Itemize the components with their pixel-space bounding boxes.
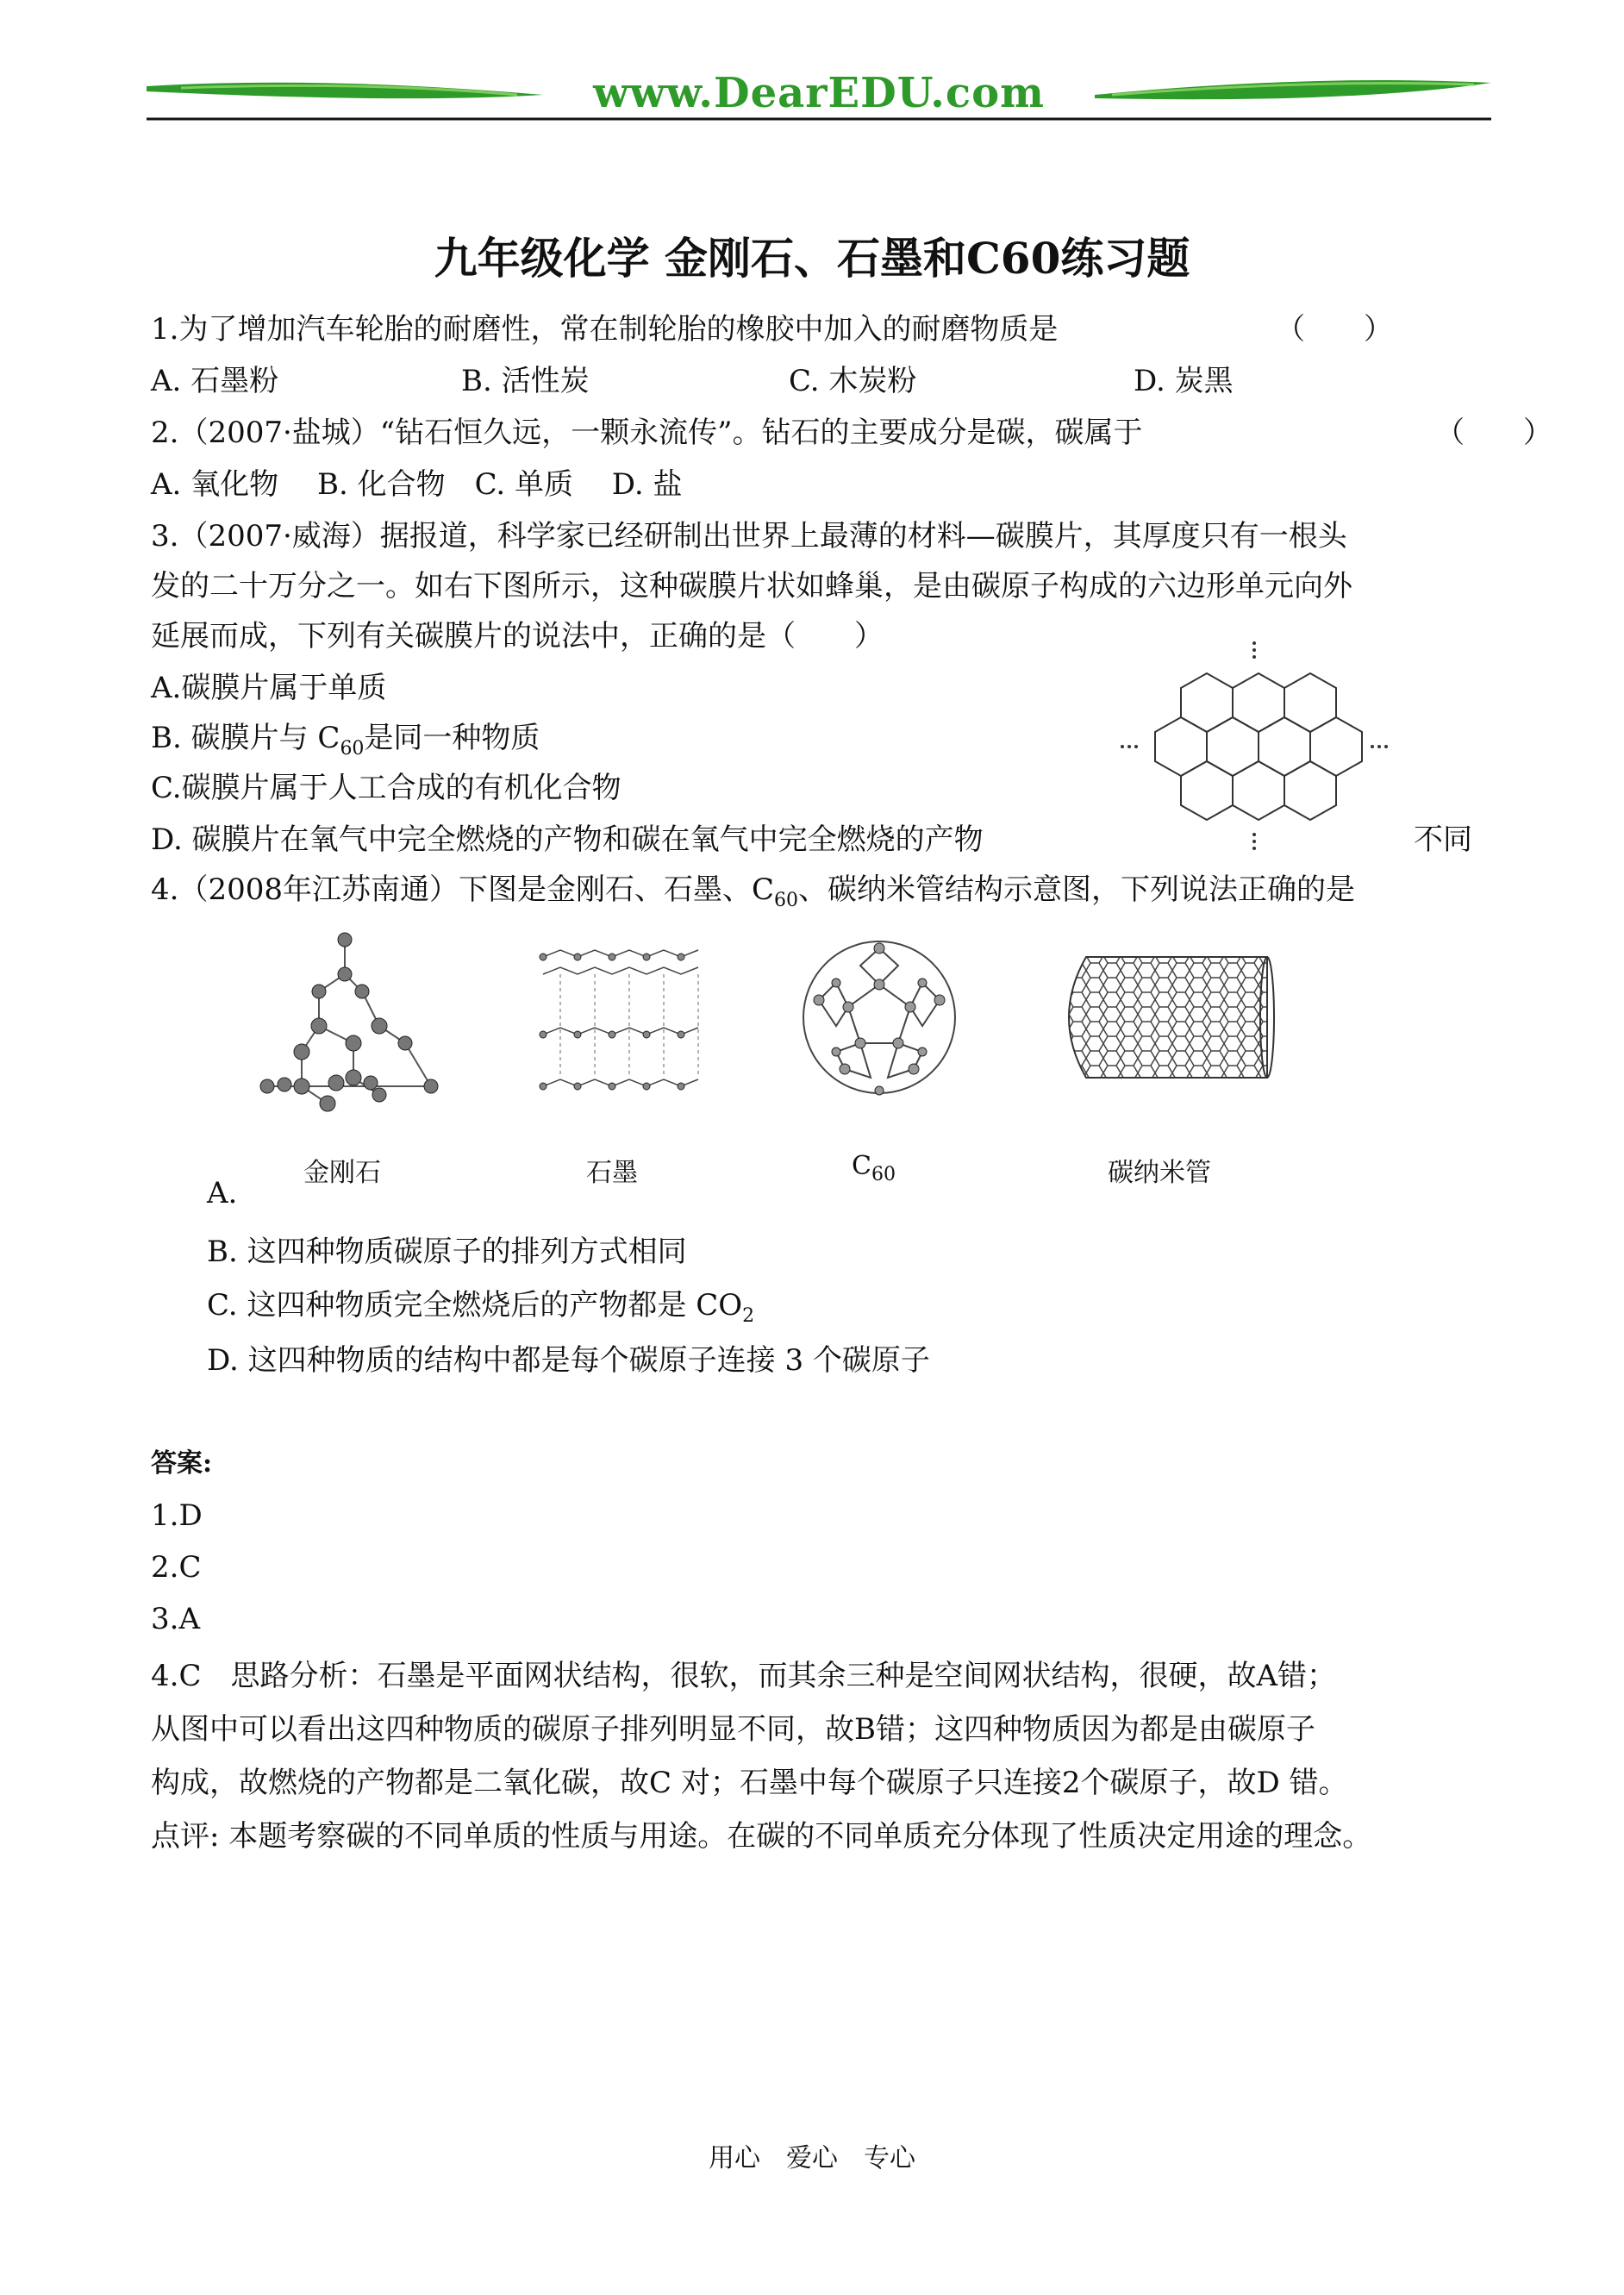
q4-option-c xyxy=(207,1286,754,1335)
answer-4-line1: 4.C 思路分析：石墨是平面网状结构，很软，而其余三种是空间网状结构，很硬，故A错； xyxy=(151,1659,1337,1693)
q4-stem xyxy=(151,871,1355,920)
caption-nanotube: 碳纳米管 xyxy=(1108,1158,1211,1188)
answer-3: 3.A xyxy=(151,1602,200,1636)
q4-option-c-sub: 2 xyxy=(742,1304,755,1327)
c60-structure-figure xyxy=(793,931,965,1104)
answer-1: 1.D xyxy=(151,1498,203,1533)
q4-option-c-pre: C. 这四种物质完全燃烧后的产物都是 CO xyxy=(207,1288,743,1323)
q2-stem: 2.（2007·盐城）“钻石恒久远，一颗永流传”。钻石的主要成分是碳，碳属于 xyxy=(151,416,1143,450)
q2-paren: （ ） xyxy=(1435,416,1552,450)
q1-option-d: D. 炭黑 xyxy=(1134,364,1234,398)
q4-stem-post: 、碳纳米管结构示意图，下列说法正确的是 xyxy=(797,872,1355,907)
q3-option-c: C.碳膜片属于人工合成的有机化合物 xyxy=(151,771,621,805)
caption-c60 xyxy=(852,1151,896,1185)
q3-option-d: D. 碳膜片在氧气中完全燃烧的产物和碳在氧气中完全燃烧的产物 xyxy=(151,822,984,857)
q1-option-a: A. 石墨粉 xyxy=(151,364,279,398)
q1-paren: （ ） xyxy=(1276,312,1393,347)
page-footer: 用心 爱心 专心 xyxy=(709,2143,915,2173)
page-title: 九年级化学 金刚石、石墨和C60练习题 xyxy=(434,233,1190,284)
caption-c60-sub: 60 xyxy=(871,1164,896,1185)
q3-option-a: A.碳膜片属于单质 xyxy=(151,671,387,705)
q4-option-b: B. 这四种物质碳原子的排列方式相同 xyxy=(207,1235,687,1269)
q2-options: A. 氧化物 B. 化合物 C. 单质 D. 盐 xyxy=(151,467,683,502)
q3-stem-line3: 延展而成，下列有关碳膜片的说法中，正确的是（ ） xyxy=(151,619,884,653)
graphite-structure-figure xyxy=(534,940,707,1104)
q3-option-b-pre: B. 碳膜片与 C xyxy=(151,721,340,755)
answer-4-line4: 点评: 本题考察碳的不同单质的性质与用途。在碳的不同单质充分体现了性质决定用途的理念。 xyxy=(151,1819,1372,1854)
q4-option-a: A. xyxy=(207,1176,238,1210)
q3-option-b-post: 是同一种物质 xyxy=(364,721,540,755)
q3-option-b-sub: 60 xyxy=(340,737,365,760)
answer-4-line2: 从图中可以看出这四种物质的碳原子排列明显不同，故B错；这四种物质因为都是由碳原子 xyxy=(151,1712,1315,1747)
q1-stem: 1.为了增加汽车轮胎的耐磨性，常在制轮胎的橡胶中加入的耐磨物质是 xyxy=(151,312,1059,347)
q4-option-d: D. 这四种物质的结构中都是每个碳原子连接 3 个碳原子 xyxy=(207,1343,930,1378)
answer-4-line3: 构成，故燃烧的产物都是二氧化碳，故C 对；石墨中每个碳原子只连接2个碳原子，故D 错。 xyxy=(151,1766,1348,1800)
q3-stem-line2: 发的二十万分之一。如右下图所示，这种碳膜片状如蜂巢，是由碳原子构成的六边形单元向外 xyxy=(151,569,1352,603)
q1-option-b: B. 活性炭 xyxy=(461,364,590,398)
page-header xyxy=(147,69,1491,129)
q3-option-b xyxy=(151,719,540,768)
answers-heading: 答案: xyxy=(151,1448,213,1479)
diamond-structure-figure xyxy=(250,931,457,1121)
caption-graphite: 石墨 xyxy=(586,1158,638,1188)
header-site-name: www.DearEDU.com xyxy=(593,69,1045,117)
q3-stem-line1: 3.（2007·威海）据报道，科学家已经研制出世界上最薄的材料—碳膜片，其厚度只有一根头 xyxy=(151,519,1347,553)
caption-c60-main: C xyxy=(852,1151,871,1181)
carbon-film-honeycomb-figure xyxy=(1112,638,1396,862)
nanotube-structure-figure xyxy=(1052,948,1276,1086)
q4-stem-sub: 60 xyxy=(773,889,798,911)
answer-2: 2.C xyxy=(151,1550,202,1585)
caption-diamond: 金刚石 xyxy=(303,1158,381,1188)
q1-option-c: C. 木炭粉 xyxy=(789,364,917,398)
q4-stem-pre: 4.（2008年江苏南通）下图是金刚石、石墨、C xyxy=(151,872,774,907)
q3-option-d-tail: 不同 xyxy=(1414,822,1472,857)
